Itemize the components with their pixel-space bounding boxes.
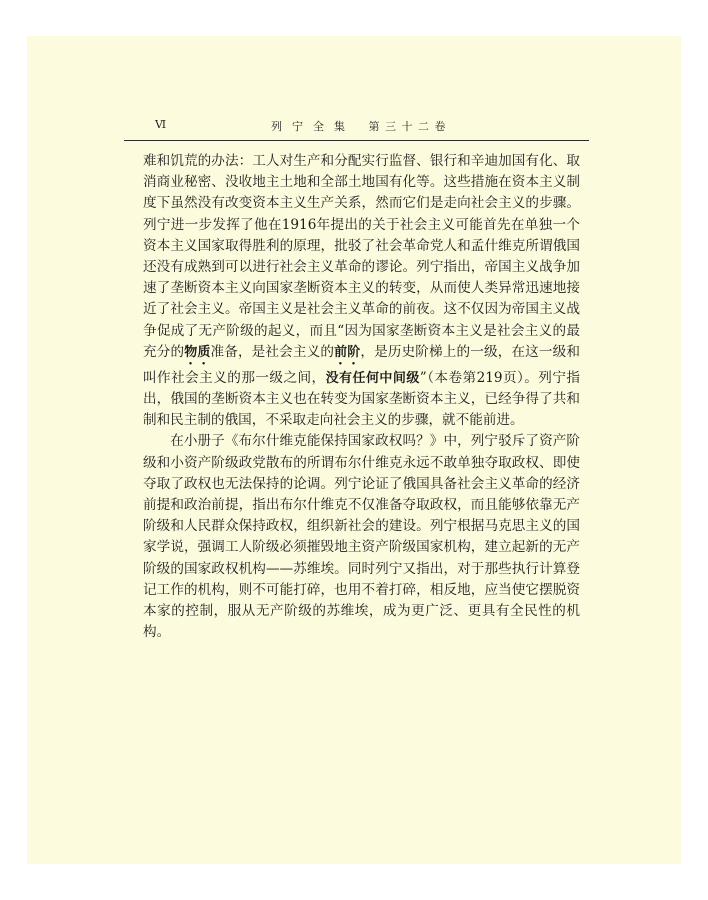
text-segment: ，是历史阶梯上的一级，在这一级和叫作社会主义的那一级之间， — [143, 343, 580, 386]
emphasis-dotted-text: 物质 — [184, 344, 211, 360]
text-segment: 准备，是社会主义的 — [210, 343, 335, 360]
paragraph-2 — [143, 431, 580, 643]
page-number: Ⅵ — [155, 118, 167, 131]
text-segment: 在小册子《布尔什维克能保持国家政权吗？》中，列宁驳斥了资产阶级和小资产阶级政党散布的所谓布尔什维克永远不敢单独夺取政权、即使夺取了政权也无法保持的论调。列宁论证了俄国具备社会主义革命的经济前提和政治前提，指出布尔什维克不仅准备夺取政权，而且能够依靠无产阶级和人民群众保持政权，组织新社会的建设。列宁根据马克思主义的国家学说，强调工人阶级必须摧毁地主资产阶级国家机构，建立起新的无产阶级的国家政权机构——苏维埃。同时列宁又指出，对于那些执行计算登记工作的机构，则不可能打碎，也用不着打碎，相反地，应当使它摆脱资本家的控制，服从无产阶级的苏维埃，成为更广泛、更具有全民性的机构。 — [143, 433, 580, 641]
paragraph-1 — [143, 151, 580, 431]
emphasis-dotted-text: 前阶 — [334, 344, 361, 360]
text-segment: ”（本卷第219页）。列宁指出，俄国的垄断资本主义也在转变为国家垄断资本主义，已经争得了共和制和民主制的俄国，不采取走向社会主义的步骤，就不能前进。 — [143, 369, 580, 429]
body-text — [143, 151, 580, 643]
text-segment: 难和饥荒的办法：工人对生产和分配实行监督、银行和辛迪加国有化、取消商业秘密、没收地主土地和全部土地国有化等。这些措施在资本主义制度下虽然没有改变资本主义生产关系，然而它们是走向社会主义的步骤。列宁进一步发挥了他在1916年提出的关于社会主义可能首先在单独一个资本主义国家取得胜利的原理，批驳了社会革命党人和孟什维克所谓俄国还没有成熟到可以进行社会主义革命的谬论。列宁指出，帝国主义战争加速了垄断资本主义向国家垄断资本主义的转变，从而使人类异常迅速地接近了社会主义。帝国主义是社会主义革命的前夜。这不仅因为帝国主义战争促成了无产阶级的起义，而且“因为国家垄断资本主义是社会主义的最充分的 — [143, 153, 580, 360]
running-header — [124, 114, 589, 141]
running-title: 列 宁 全 集 第 三 十 二 卷 — [271, 120, 447, 133]
emphasis-bold-text: 没有任何中间级 — [325, 370, 420, 386]
